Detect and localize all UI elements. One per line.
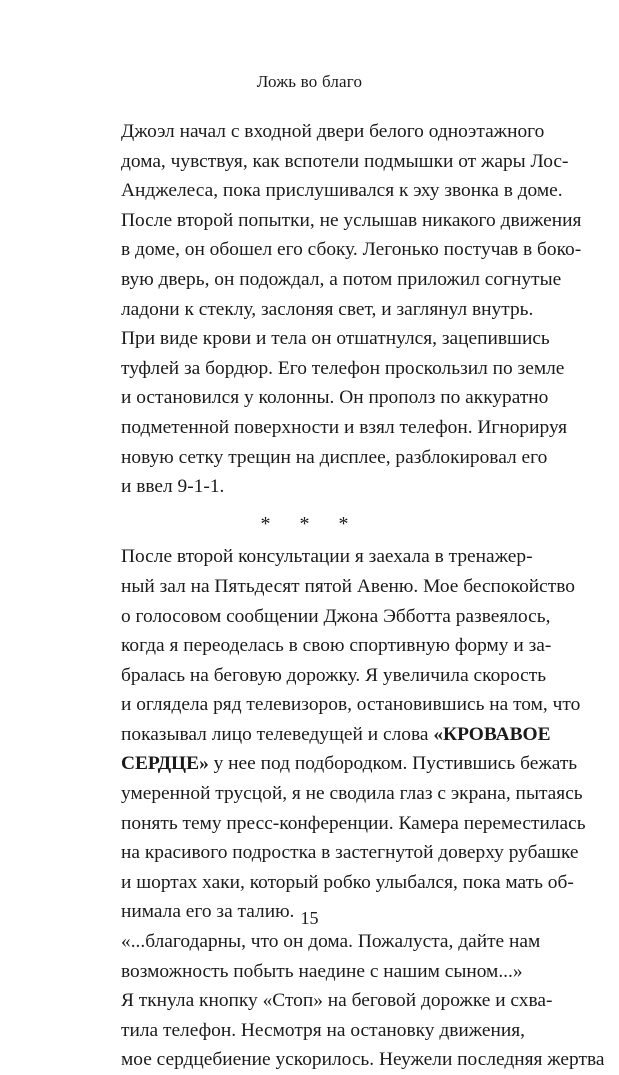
text-run: у нее под подбородком. Пустившись бежать xyxy=(208,753,578,775)
text-line: возможность побыть наедине с нашим сыном...» xyxy=(121,960,523,982)
text-line xyxy=(96,720,551,750)
text-line: и шортах хаки, который робко улыбался, пока мать об- xyxy=(121,871,574,893)
text-line: умеренной трусцой, я не сводила глаз с экрана, пытаясь xyxy=(121,783,583,805)
paragraph-2 xyxy=(96,324,568,502)
text-line: подметенной поверхности и взял телефон. Игнорируя xyxy=(121,416,568,438)
text-line: ный зал на Пятьдесят пятой Авеню. Мое беспокойство xyxy=(121,575,575,597)
text-line: Анджелеса, пока прислушивался к эху звонка в доме. xyxy=(121,180,563,202)
text-line xyxy=(96,749,578,779)
section-separator: * * * xyxy=(260,512,361,535)
text-line: тила телефон. Несмотря на остановку движения, xyxy=(121,1019,526,1041)
text-line: нимала его за талию. xyxy=(121,901,295,923)
bold-text: «КРОВАВОЕ xyxy=(433,723,551,745)
page-number: 15 xyxy=(300,908,319,928)
text-line: «...благодарны, что он дома. Пожалуста, дайте нам xyxy=(121,931,541,953)
text-line: когда я переоделась в свою спортивную форму и за- xyxy=(121,635,552,657)
text-line: Я ткнула кнопку «Стоп» на беговой дорожке и схва- xyxy=(121,990,553,1012)
text-run: показывал лицо телеведущей и слова xyxy=(121,723,434,745)
text-line: После второй попытки, не услышав никакого движения xyxy=(121,209,582,231)
text-line: При виде крови и тела он отшатнулся, зацепившись xyxy=(121,328,550,350)
paragraph-3 xyxy=(96,542,586,927)
paragraph-1 xyxy=(96,117,582,324)
text-line: на красивого подростка в застегнутой доверху рубашке xyxy=(121,842,579,864)
text-line: о голосовом сообщении Джона Эбботта развеялось, xyxy=(121,605,551,627)
running-title: Ложь во благо xyxy=(256,72,363,91)
text-line: бралась на беговую дорожку. Я увеличила скорость xyxy=(121,664,547,686)
text-line: новую сетку трещин на дисплее, разблокировал его xyxy=(121,446,548,468)
text-line: дома, чувствуя, как вспотели подмышки от жары Лос- xyxy=(121,150,569,172)
text-line: После второй консультации я заехала в тренажер- xyxy=(121,546,533,568)
text-line: ладони к стеклу, заслоняя свет, и заглянул внутрь. xyxy=(121,298,534,320)
paragraph-5 xyxy=(96,986,605,1075)
text-line: туфлей за бордюр. Его телефон проскользил по земле xyxy=(121,357,565,379)
text-line: в доме, он обошел его сбоку. Легонько постучав в боко- xyxy=(121,239,582,261)
text-line: и остановился у колонны. Он прополз по аккуратно xyxy=(121,387,549,409)
text-line: и оглядела ряд телевизоров, остановившись на том, что xyxy=(121,694,581,716)
text-line: и ввел 9-1-1. xyxy=(121,476,225,498)
text-line: мое сердцебиение ускорилось. Неужели последняя жертва xyxy=(121,1049,605,1071)
bold-text: СЕРДЦЕ» xyxy=(121,753,209,775)
text-line: вую дверь, он подождал, а потом приложил согнутые xyxy=(121,268,562,290)
paragraph-4 xyxy=(96,927,541,986)
text-line: понять тему пресс-конференции. Камера переместилась xyxy=(121,812,586,834)
body-text xyxy=(96,117,605,1075)
text-line: Джоэл начал с входной двери белого одноэтажного xyxy=(121,121,545,142)
